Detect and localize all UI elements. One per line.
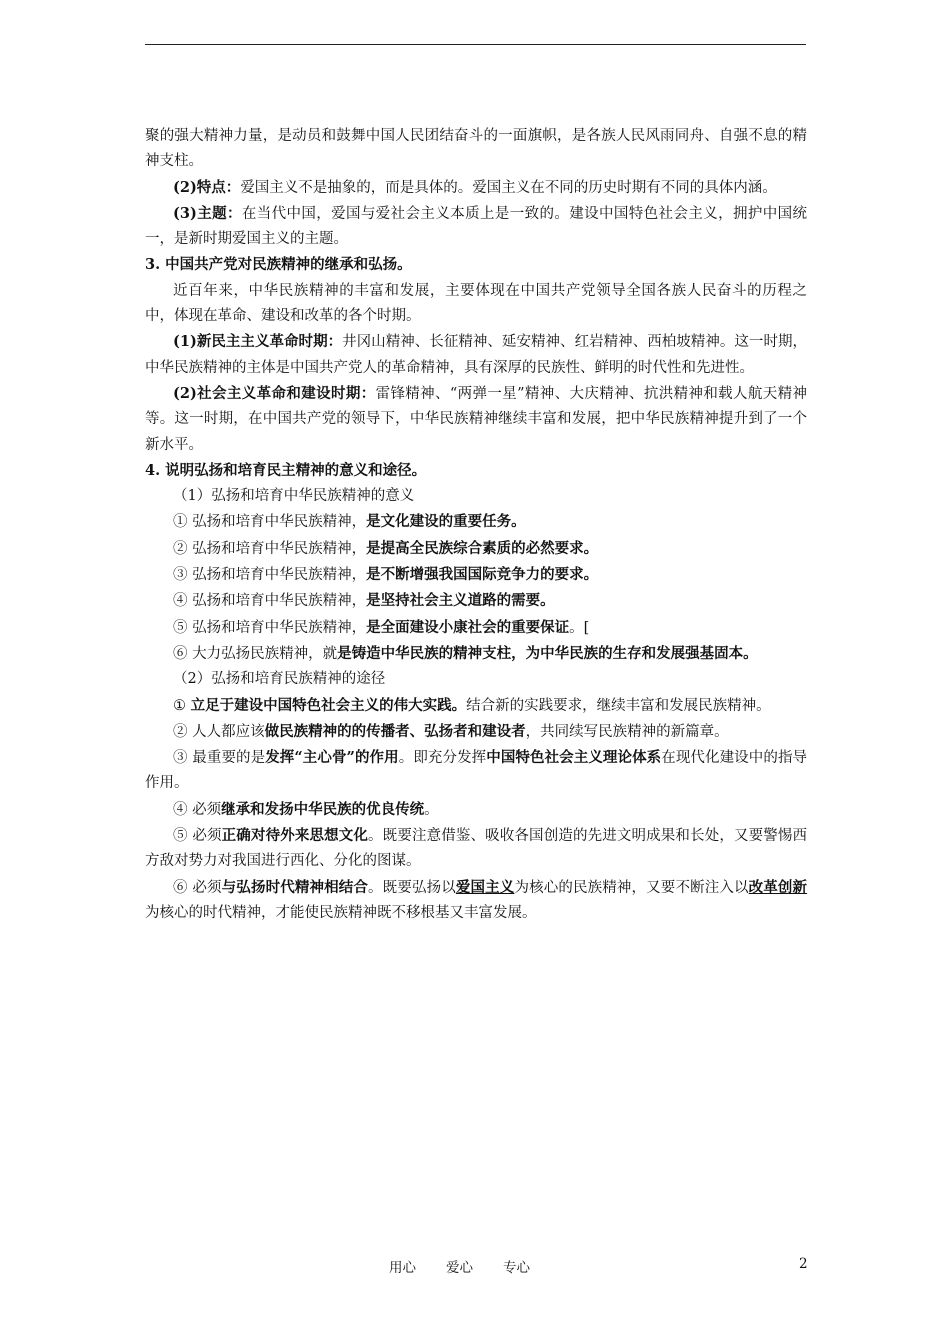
emphasis-text: 与弘扬时代精神相结合	[221, 878, 369, 896]
emphasis-text: 是坚持社会主义道路的需要。	[366, 592, 555, 610]
paragraph	[145, 279, 807, 330]
body-text: 为核心的时代精神，才能使民族精神既不移根基又丰富发展。	[145, 904, 537, 921]
body-text: ⑤ 弘扬和培育中华民族精神，	[173, 619, 367, 636]
emphasis-text: 是不断增强我国国际竞争力的要求。	[366, 566, 599, 584]
body-text: 聚的强大精神力量，是动员和鼓舞中国人民团结奋斗的一面旗帜，是各族人民风雨同舟、自强不息的精神支柱。	[145, 128, 807, 170]
body-text: ③ 最重要的是	[173, 750, 266, 767]
emphasis-underlined-text: 爱国主义	[455, 878, 515, 896]
emphasis-text: (2)特点：	[173, 178, 241, 196]
body-text: 在现代化建设中的指导作用。	[145, 750, 808, 792]
paragraph	[145, 693, 807, 719]
emphasis-text: 是提高全民族综合素质的必然要求。	[366, 539, 599, 557]
emphasis-text: 是文化建设的重要任务。	[366, 513, 526, 531]
paragraph	[145, 381, 807, 458]
emphasis-text: 继承和发扬中华民族的优良传统	[221, 800, 425, 818]
page-number: 2	[799, 1256, 808, 1272]
body-text: ③ 弘扬和培育中华民族精神，	[173, 567, 367, 584]
paragraph	[145, 641, 807, 667]
paragraph	[145, 797, 807, 823]
emphasis-text: 4. 说明弘扬和培育民主精神的意义和途径。	[145, 461, 427, 479]
body-text: ⑥ 大力弘扬民族精神，就	[173, 645, 338, 662]
body-text: ⑥ 必须	[173, 879, 222, 896]
paragraph	[145, 329, 807, 381]
body-text: 为核心的民族精神，又要不断注入以	[514, 879, 749, 896]
body-text: 。	[424, 801, 439, 818]
emphasis-text: (2)社会主义革命和建设时期：	[173, 384, 376, 402]
emphasis-text: (1)新民主主义革命时期：	[173, 333, 343, 351]
body-text: 在当代中国，爱国与爱社会主义本质上是一致的。建设中国特色社会主义，拥护中国统一，是新时期爱国主义的主题。	[145, 205, 807, 248]
paragraph	[145, 484, 807, 509]
page-footer	[0, 1256, 950, 1278]
paragraph	[145, 509, 807, 535]
paragraph	[145, 562, 807, 588]
body-text: 雷锋精神、“两弹一星”精神、大庆精神、抗洪精神和载人航天精神等。这一时期，在中国共产党的领导下，中华民族精神继续丰富和发展，把中华民族精神提升到了一个新水平。	[145, 385, 808, 453]
body-text: 。既要弘扬以	[368, 879, 456, 896]
paragraph	[145, 667, 807, 692]
body-text: 。既要注意借鉴、吸收各国创造的先进文明成果和长处，又要警惕西方敌对势力对我国进行西化、分化的图谋。	[145, 828, 808, 870]
emphasis-text: 发挥“主心骨”的作用	[265, 749, 399, 767]
emphasis-text: 中国特色社会主义理论体系	[486, 749, 662, 767]
body-text: 爱国主义不是抽象的，而是具体的。爱国主义在不同的历史时期有不同的具体内涵。	[240, 179, 777, 196]
emphasis-text: 正确对待外来思想文化	[221, 827, 369, 845]
body-text: 近百年来，中华民族精神的丰富和发展，主要体现在中国共产党领导全国各族人民奋斗的历程之中，体现在革命、建设和改革的各个时期。	[145, 282, 807, 325]
header-rule	[145, 44, 806, 45]
paragraph	[145, 458, 807, 484]
body-text: ，共同续写民族精神的新篇章。	[525, 723, 729, 740]
paragraph	[145, 252, 807, 278]
emphasis-text: 是铸造中华民族的精神支柱，为中华民族的生存和发展强基固本。	[337, 644, 758, 662]
paragraph	[145, 875, 807, 927]
paragraph	[145, 615, 807, 641]
body-text: 结合新的实践要求，继续丰富和发展民族精神。	[466, 697, 771, 714]
emphasis-text: 3. 中国共产党对民族精神的继承和弘扬。	[145, 256, 412, 274]
footer-mottos	[389, 1256, 560, 1276]
body-text: 。[	[569, 619, 590, 636]
paragraph	[145, 588, 807, 614]
body-text: 。即充分发挥	[398, 750, 487, 767]
body-text: ④ 弘扬和培育中华民族精神，	[173, 593, 367, 610]
paragraph	[145, 124, 807, 175]
emphasis-text: (3)主题：	[173, 204, 242, 222]
emphasis-underlined-text: 改革创新	[748, 878, 808, 896]
body-text: ① 弘扬和培育中华民族精神，	[173, 514, 367, 531]
paragraph	[145, 201, 807, 253]
body-text: ② 弘扬和培育中华民族精神，	[173, 540, 367, 557]
body-text: ①	[173, 697, 191, 714]
footer-motto: 爱心	[446, 1260, 473, 1276]
footer-motto: 用心	[389, 1260, 416, 1276]
body-text: （2）弘扬和培育民族精神的途径	[173, 671, 386, 688]
emphasis-text: 立足于建设中国特色社会主义的伟大实践。	[190, 696, 467, 714]
paragraph	[145, 175, 807, 201]
paragraph	[145, 536, 807, 562]
paragraph	[145, 745, 807, 797]
body-text: ② 人人都应该	[173, 723, 265, 740]
body-text: （1）弘扬和培育中华民族精神的意义	[173, 488, 415, 505]
emphasis-text: 做民族精神的的传播者、弘扬者和建设者	[264, 722, 526, 740]
body-text: ④ 必须	[173, 801, 222, 818]
emphasis-text: 是全面建设小康社会的重要保证	[366, 618, 570, 636]
document-body	[145, 124, 807, 926]
body-text: 井冈山精神、长征精神、延安精神、红岩精神、西柏坡精神。这一时期，中华民族精神的主体是中国共产党人的革命精神，具有深厚的民族性、鲜明的时代性和先进性。	[145, 334, 807, 376]
paragraph	[145, 719, 807, 745]
footer-motto: 专心	[503, 1260, 530, 1276]
paragraph	[145, 823, 807, 875]
body-text: ⑤ 必须	[173, 828, 222, 845]
